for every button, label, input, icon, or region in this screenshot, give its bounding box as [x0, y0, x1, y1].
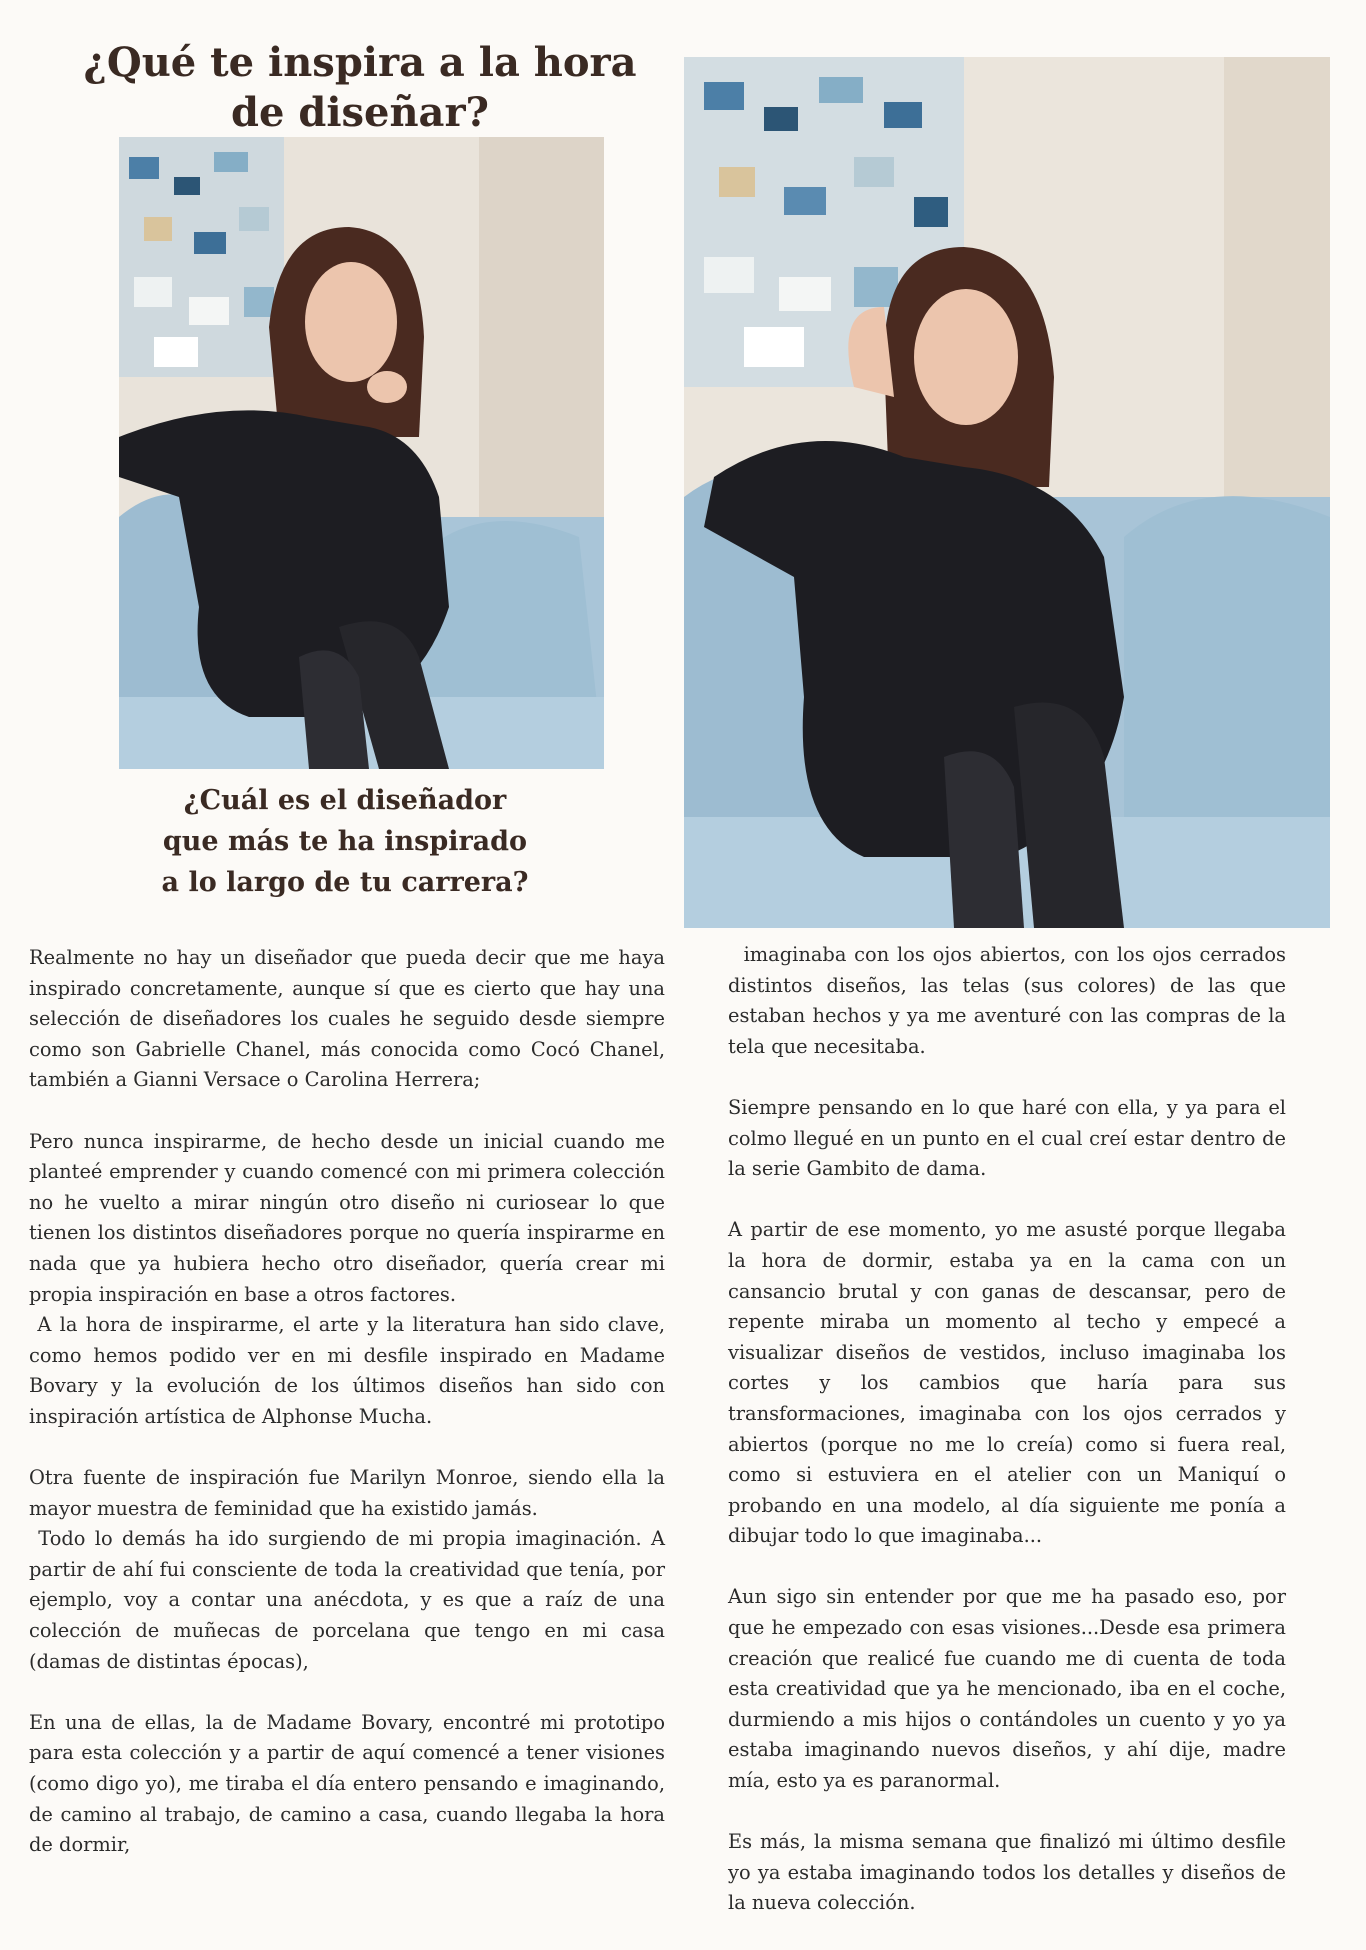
paragraph: Pero nunca inspirarme, de hecho desde un inicial cuando me planteé emprender y cuando comencé con mi primera colección no he vuelto a mirar ningún otro diseño ni curiosear lo que tienen los distintos diseñadores porque no quería inspirarme en nada que ya hubiera hecho otro diseñador, quería crear mi propia inspiración en base a otros factores.: [29, 1129, 672, 1306]
paragraph: Aun sigo sin entender por que me ha pasado eso, por que he empezado con esas visiones...Desde esa primera creación que realicé fue cuando me di cuenta de toda esta creatividad que ya he mencionado, iba en el coche, durmiendo a mis hijos o contándoles un cuento y yo ya estaba imaginando nuevos diseños, y ahí dije, madre mía, esto ya es paranormal.: [728, 1585, 1293, 1793]
paragraph: En una de ellas, la de Madame Bovary, encontré mi prototipo para esta colección y a partir de aquí comencé a tener visiones (como digo yo), me tiraba el día entero pensando e imaginando, de camino al trabajo, de camino a casa, cuando llegaba la hora de dormir,: [29, 1710, 672, 1857]
paragraph: Siempre pensando en lo que haré con ella, y ya para el colmo llegué en un punto en el cual creí estar dentro de la serie Gambito de dama.: [728, 1095, 1293, 1181]
designer-photo-right: [684, 57, 1330, 928]
paragraph: A partir de ese momento, yo me asusté porque llegaba la hora de dormir, estaba ya en la cama con un cansancio brutal y con ganas de descansar, pero de repente miraba un momento al techo y empecé a visualizar diseños de vestidos, incluso imaginaba los cortes y los cambios que haría para sus transformaciones, imaginaba con los ojos cerrados y abiertos (porque no me lo creía) como si fuera real, como si estuviera en el atelier con un Maniquí o probando en una modelo, al día siguiente me ponía a dibujar todo lo que imaginaba...: [728, 1218, 1293, 1548]
section-subtitle: ¿Cuál es el diseñador que más te ha inspirado a lo largo de tu carrera?: [161, 785, 529, 898]
paragraph: imaginaba con los ojos abiertos, con los ojos cerrados distintos diseños, las telas (sus colores) de las que estaban hechos y ya me aventuré con las compras de la tela que necesitaba.: [728, 943, 1293, 1058]
article-column-left: [29, 943, 672, 1891]
photo-illustration-left: [119, 137, 604, 769]
paragraph: Es más, la misma semana que finalizó mi último desfile yo ya estaba imaginando todos los detalles y diseños de la nueva colección.: [728, 1830, 1293, 1915]
photo-illustration-right: [684, 57, 1330, 928]
paragraph: A la hora de inspirarme, el arte y la literatura han sido clave, como hemos podido ver en mi desfile inspirado en Madame Bovary y la evolución de los últimos diseños han sido con inspiración artística de Alphonse Mucha.: [29, 1313, 672, 1428]
paragraph: Todo lo demás ha ido surgiendo de mi propia imaginación. A partir de ahí fui consciente de toda la creatividad que tenía, por ejemplo, voy a contar una anécdota, y es que a raíz de una colección de muñecas de porcelana que tengo en mi casa (damas de distintas épocas),: [29, 1527, 672, 1673]
page-title: ¿Qué te inspira a la hora de diseñar?: [83, 39, 637, 136]
article-column-right: [728, 940, 1293, 1950]
paragraph: Otra fuente de inspiración fue Marilyn Monroe, siendo ella la mayor muestra de feminidad que ha existido jamás.: [29, 1466, 672, 1520]
paragraph: Realmente no hay un diseñador que pueda decir que me haya inspirado concretamente, aunque sí que es cierto que hay una selección de diseñadores los cuales he seguido desde siempre como son Gabrielle Chanel, más conocida como Cocó Chanel, también a Gianni Versace o Carolina Herrera;: [29, 946, 672, 1092]
designer-photo-left: [119, 137, 604, 769]
